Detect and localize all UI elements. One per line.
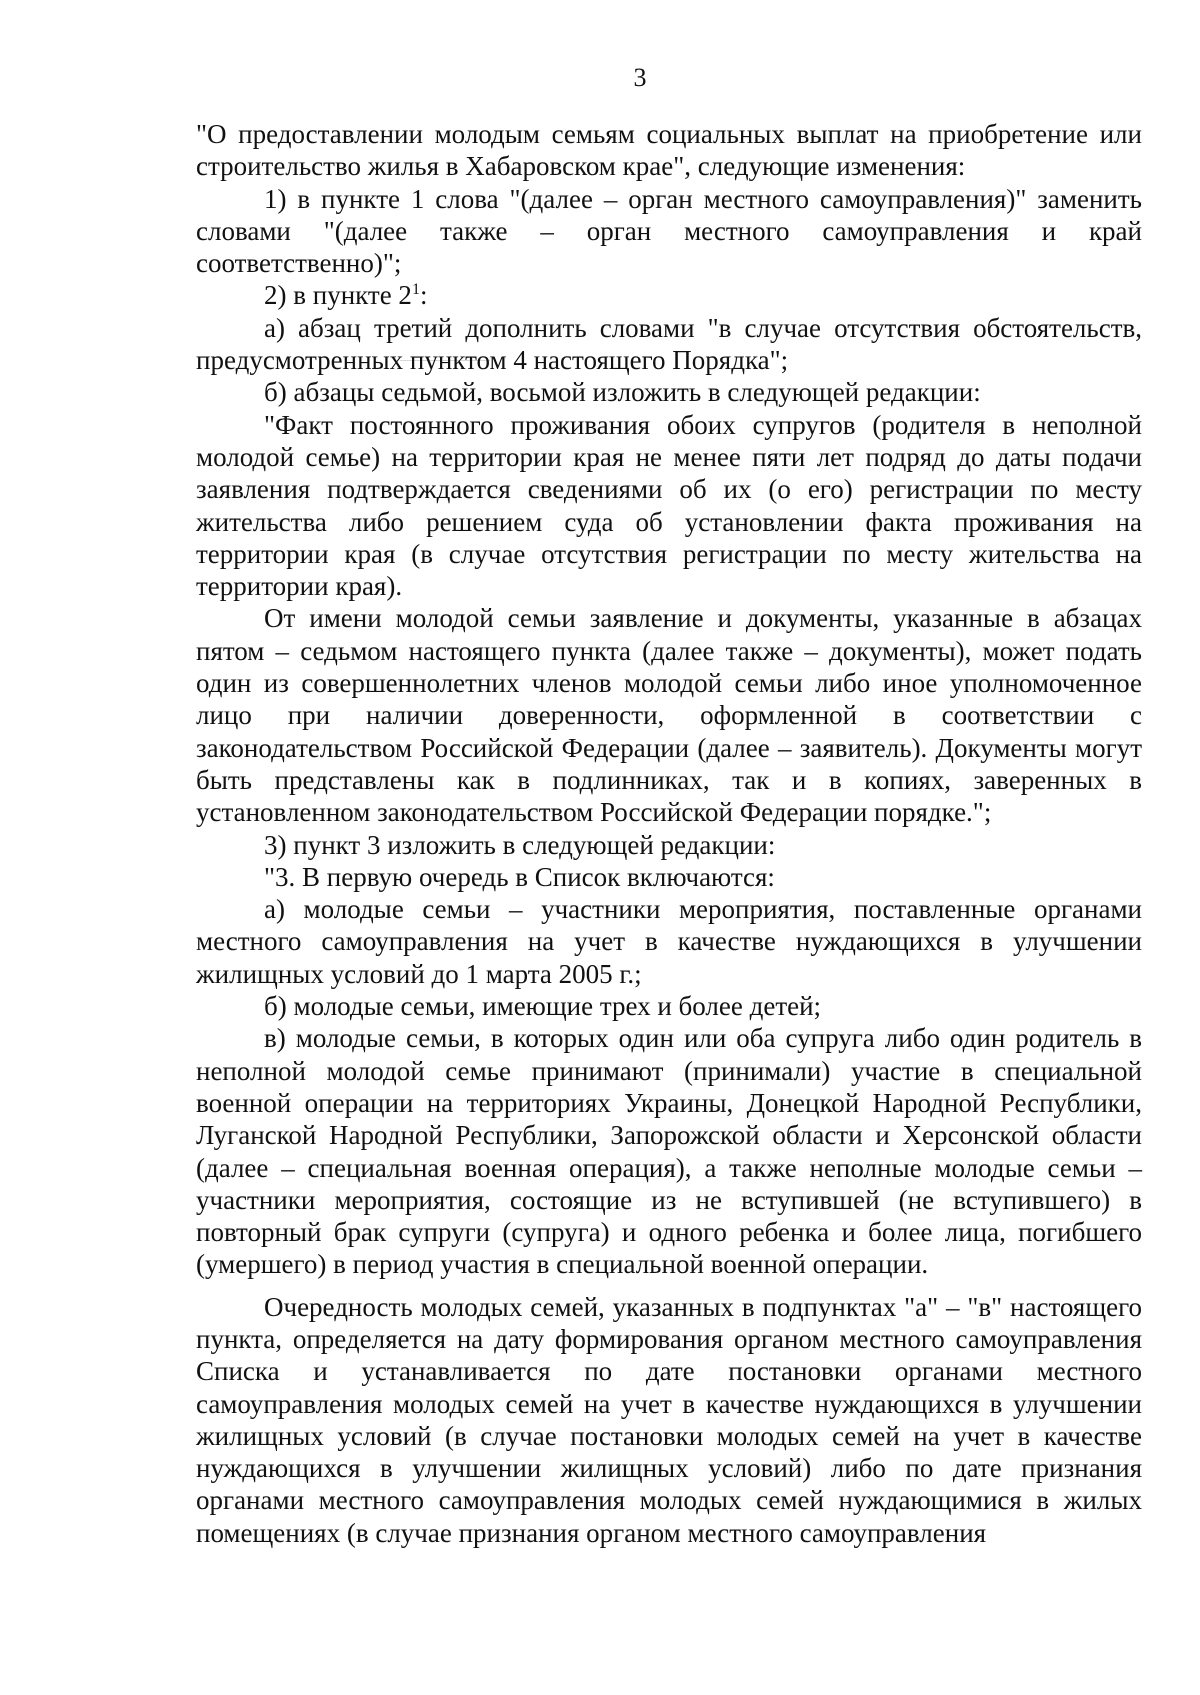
paragraph-priority-a: а) молодые семьи – участники мероприятия, поставленные органами местного самоуправления на учет в качестве нуждающихся в улучшении жилищных условий до 1 марта 2005 г.; [196, 894, 1142, 989]
document-body [196, 118, 1142, 1549]
item-2-colon: : [419, 280, 428, 311]
paragraph-priority-b: б) молодые семьи, имеющие трех и более детей; [264, 991, 822, 1022]
paragraph-quote-residence: "Факт постоянного проживания обоих супругов (родителя в неполной молодой семье) на территории края не менее пяти лет подряд до даты подачи заявления подтверждается сведениями об их (о его) регистрации по месту жительства либо решением суда об установлении факта проживания на территории края (в случае отсутствия регистрации по месту жительства на территории края). [196, 409, 1142, 602]
page-number: 3 [633, 63, 647, 92]
paragraph-item-1: 1) в пункте 1 слова "(далее – орган местного самоуправления)" заменить словами "(далее также – орган местного самоуправления и край соответственно)"; [196, 183, 1142, 279]
paragraph-subitem-a: а) абзац третий дополнить словами "в случае отсутствия обстоятельств, предусмотренных пунктом 4 настоящего Порядка"; [196, 312, 1142, 376]
item-2-superscript: 1 [411, 281, 420, 299]
item-2-text: 2) в пункте 2 [264, 280, 412, 311]
paragraph-priority-c: в) молодые семьи, в которых один или оба супруга либо один родитель в неполной молодой семье принимают (принимали) участие в специальной военной операции на территориях Украины, Донецкой Народной Республики, Луганской Народной Республики, Запорожской области и Херсонской области (далее – специальная военная операция), а также неполные молодые семьи – участники мероприятия, состоящие из не вступившей (не вступившего) в повторный брак супруги (супруга) и одного ребенка и более лица, погибшего (умершего) в период участия в специальной военной операции. [196, 1023, 1142, 1280]
paragraph-subitem-b: б) абзацы седьмой, восьмой изложить в следующей редакции: [264, 377, 981, 408]
paragraph-applicant: От имени молодой семьи заявление и документы, указанные в абзацах пятом – седьмом настоящего пункта (далее также – документы), может подать один из совершеннолетних членов молодой семьи либо иное уполномоченное лицо при наличии доверенности, оформленной в соответствии с законодательством Российской Федерации (далее – заявитель). Документы могут быть представлены как в подлинниках, так и в копиях, заверенных в установленном законодательством Российской Федерации порядке."; [196, 603, 1142, 828]
paragraph-item-2 [196, 279, 1142, 311]
paragraph-item-3: 3) пункт 3 изложить в следующей редакции: [264, 829, 776, 860]
paragraph-order: Очередность молодых семей, указанных в подпунктах "а" – "в" настоящего пункта, определяется на дату формирования органом местного самоуправления Списка и устанавливается по дате постановки органами местного самоуправления молодых семей на учет в качестве нуждающихся в улучшении жилищных условий (в случае постановки молодых семей на учет в качестве нуждающихся в улучшении жилищных условий) либо по дате признания органами местного самоуправления молодых семей нуждающимися в жилых помещениях (в случае признания органом местного самоуправления [196, 1291, 1142, 1548]
paragraph-continuation: "О предоставлении молодым семьям социальных выплат на приобретение или строительство жилья в Хабаровском крае", следующие изменения: [196, 119, 1142, 182]
paragraph-list-priority: "3. В первую очередь в Список включаются: [264, 861, 775, 892]
